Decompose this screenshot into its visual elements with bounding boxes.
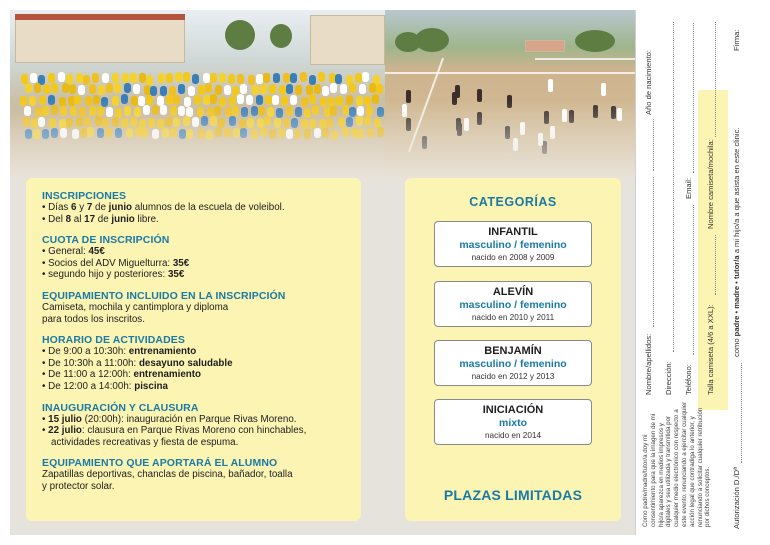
section-title-inauguracion: INAUGURACIÓN Y CLAUSURA: [42, 401, 199, 414]
crowd-person: [314, 84, 321, 94]
horario-line-2: • De 10:30h a 11:00h: desayuno saludable: [42, 357, 233, 369]
volleyball-player: [455, 85, 460, 98]
shirt-size-label: Talla camiseta (4/6 a XXL):: [706, 304, 715, 395]
equipamiento-incluido-line-1: Camiseta, mochila y cantimplora y diploma: [42, 301, 229, 313]
crowd-person: [150, 86, 157, 96]
section-title-inscripciones: INSCRIPCIONES: [42, 190, 127, 202]
plazas-limitadas-banner: PLAZAS LIMITADAS: [443, 487, 583, 503]
shirt-size-field[interactable]: [715, 235, 716, 295]
phone-field[interactable]: [693, 205, 694, 355]
crowd-person: [210, 73, 217, 83]
crowd-person: [290, 73, 297, 83]
crowd-person: [112, 73, 119, 83]
consent-text: Como padre/madre/tutor/a doy mi consentimiento para que la imagen de mi hijo/a aparezca en medios impresos y digitales y sea utilizada y transmitida por cualquier medio electrónico con respecto a este evento, renunciando a ejercitar cualquier acción legal que contradiga lo anterior, y renunciando a solicitar cualquier retribución por dichos conceptos.: [642, 401, 712, 527]
registration-form: [636, 10, 760, 535]
crowd-person: [69, 84, 76, 94]
crowd-person: [30, 73, 37, 83]
inauguracion-line-3: actividades recreativas y fiesta de espuma.: [51, 436, 239, 448]
inauguracion-line-1: • 15 julio (20:00h): inauguración en Parque Rivas Moreno.: [42, 413, 297, 425]
crowd-person: [322, 86, 329, 96]
category-card-infantil: [434, 221, 592, 267]
crowd-person: [224, 85, 231, 95]
crowd-person: [175, 72, 182, 82]
email-label: Email:: [684, 177, 693, 199]
crowd-person: [269, 84, 276, 94]
crowd-person: [51, 83, 58, 93]
name-label: Nombre/apellidos:: [644, 333, 653, 395]
crowd-person: [89, 84, 96, 94]
year-label: Año de nacimiento:: [644, 49, 653, 115]
crowd-person: [376, 84, 383, 94]
crowd-person: [58, 72, 65, 82]
crowd-person: [219, 73, 226, 83]
crowd-person: [362, 72, 369, 82]
crowd-person: [318, 72, 325, 82]
section-title-equipamiento-incluido: EQUIPAMIENTO INCLUIDO EN LA INSCRIPCIÓN: [42, 289, 286, 302]
horario-line-3: • De 11:00 a 12:00h: entrenamiento: [42, 369, 202, 381]
crowd-person: [25, 83, 32, 93]
inscripciones-line-2: • Del 8 al 17 de junio libre.: [42, 213, 159, 225]
cuota-segundo-hijo: • segundo hijo y posteriores: 35€: [42, 269, 185, 281]
crowd-person: [160, 86, 167, 96]
name-field[interactable]: [653, 177, 654, 327]
crowd-person: [98, 85, 105, 95]
crowd-person: [158, 73, 165, 83]
cuota-socios: • Socios del ADV Miguelturra: 35€: [42, 257, 190, 269]
crowd-person: [203, 73, 210, 83]
crowd-person: [62, 83, 69, 93]
crowd-person: [263, 73, 270, 83]
crowd-person: [178, 84, 185, 94]
authorization-text: como padre • madre • tutor/a a mi hijo/a a que asista en este clinic.: [732, 127, 741, 357]
crowd-person: [273, 73, 280, 83]
crowd-person: [359, 84, 366, 94]
crowd-person: [260, 84, 267, 94]
crowd-person: [205, 83, 212, 93]
crowd-person: [228, 74, 235, 84]
crowd-person: [279, 85, 286, 95]
crowd-person: [198, 85, 205, 95]
crowd-person: [335, 74, 342, 84]
crowd-person: [133, 84, 140, 94]
volleyball-player: [548, 79, 553, 92]
equipamiento-alumno-line-2: y protector solar.: [42, 480, 115, 492]
crowd-person: [237, 74, 244, 84]
category-born: nacido en 2008 y 2009: [471, 253, 555, 262]
cuota-general: • General: 45€: [42, 246, 105, 258]
section-title-equipamiento-alumno: EQUIPAMIENTO QUE APORTARÁ EL ALUMNO: [42, 457, 278, 470]
crowd-person: [92, 73, 99, 83]
shirt-name-field[interactable]: [715, 22, 716, 137]
crowd-person: [114, 83, 121, 93]
shirt-name-label: Nombre camiseta/mochila:: [706, 139, 715, 229]
crowd-person: [286, 84, 293, 94]
crowd-person: [102, 73, 109, 83]
signature-label: Firma:: [732, 29, 741, 51]
phone-label: Teléfono:: [684, 364, 693, 395]
crowd-person: [48, 73, 55, 83]
category-name: INFANTIL: [488, 226, 538, 238]
email-field[interactable]: [693, 23, 694, 173]
category-card-alevin: [434, 281, 592, 327]
section-title-cuota: CUOTA DE INSCRIPCIÓN: [42, 234, 170, 247]
crowd-person: [300, 72, 307, 82]
category-name: BENJAMÍN: [484, 345, 542, 357]
category-gender: masculino / femenino: [459, 239, 567, 251]
inscripciones-line-1: • Días 6 y 7 de junio alumnos de la escuela de voleibol.: [42, 202, 285, 213]
crowd-person: [188, 86, 195, 96]
year-field[interactable]: [653, 119, 654, 171]
crowd-person: [34, 83, 41, 93]
category-gender: mixto: [498, 417, 527, 429]
crowd-person: [76, 73, 83, 83]
section-title-horario: HORARIO DE ACTIVIDADES: [42, 334, 185, 347]
horario-line-4: • De 12:00 a 14:00h: piscina: [42, 380, 168, 392]
category-gender: masculino / femenino: [459, 358, 567, 370]
crowd-person: [83, 75, 90, 85]
category-name: INICIACIÓN: [482, 404, 544, 416]
crowd-person: [124, 83, 131, 93]
category-name: ALEVÍN: [492, 286, 534, 298]
crowd-person: [252, 85, 259, 95]
authorization-field[interactable]: [741, 363, 742, 463]
equipamiento-incluido-line-2: para todos los inscritos.: [42, 313, 145, 325]
crowd-person: [340, 84, 347, 94]
authorization-label: Autorización D./Dª: [732, 467, 741, 529]
categories-title: CATEGORÍAS: [469, 195, 557, 209]
category-born: nacido en 2014: [485, 431, 541, 440]
volleyball-player: [601, 83, 606, 96]
crowd-person: [369, 83, 376, 93]
horario-line-1: • De 9:00 a 10:30h: entrenamiento: [42, 346, 197, 358]
crowd-person: [183, 72, 190, 82]
category-born: nacido en 2012 y 2013: [471, 372, 555, 381]
category-card-benjamin: [434, 340, 592, 386]
category-gender: masculino / femenino: [459, 299, 567, 311]
crowd-person: [295, 85, 302, 95]
crowd-person: [122, 73, 129, 83]
address-field[interactable]: [673, 22, 674, 352]
crowd-person: [146, 75, 153, 85]
equipamiento-alumno-line-1: Zapatillas deportivas, chanclas de piscina, bañador, toalla: [42, 469, 293, 481]
category-card-iniciacion: [434, 399, 592, 445]
crowd-person: [78, 85, 85, 95]
crowd-person: [106, 83, 113, 93]
inauguracion-line-2: • 22 julio: clausura en Parque Rivas Moreno con hinchables,: [42, 425, 307, 437]
address-label: Dirección:: [664, 361, 673, 395]
crowd-person: [330, 83, 337, 93]
crowd-person: [130, 73, 137, 83]
crowd-person: [240, 84, 247, 94]
info-panel: [26, 178, 361, 521]
categories-panel: [405, 178, 621, 521]
category-born: nacido en 2010 y 2011: [471, 313, 555, 322]
crowd-person: [43, 84, 50, 94]
crowd-person: [192, 74, 199, 84]
beach-volleyball-photo: [385, 10, 635, 180]
group-photo: [10, 10, 385, 180]
crowd-person: [215, 85, 222, 95]
crowd-person: [166, 73, 173, 83]
crowd-person: [349, 83, 356, 93]
crowd-person: [248, 75, 255, 85]
